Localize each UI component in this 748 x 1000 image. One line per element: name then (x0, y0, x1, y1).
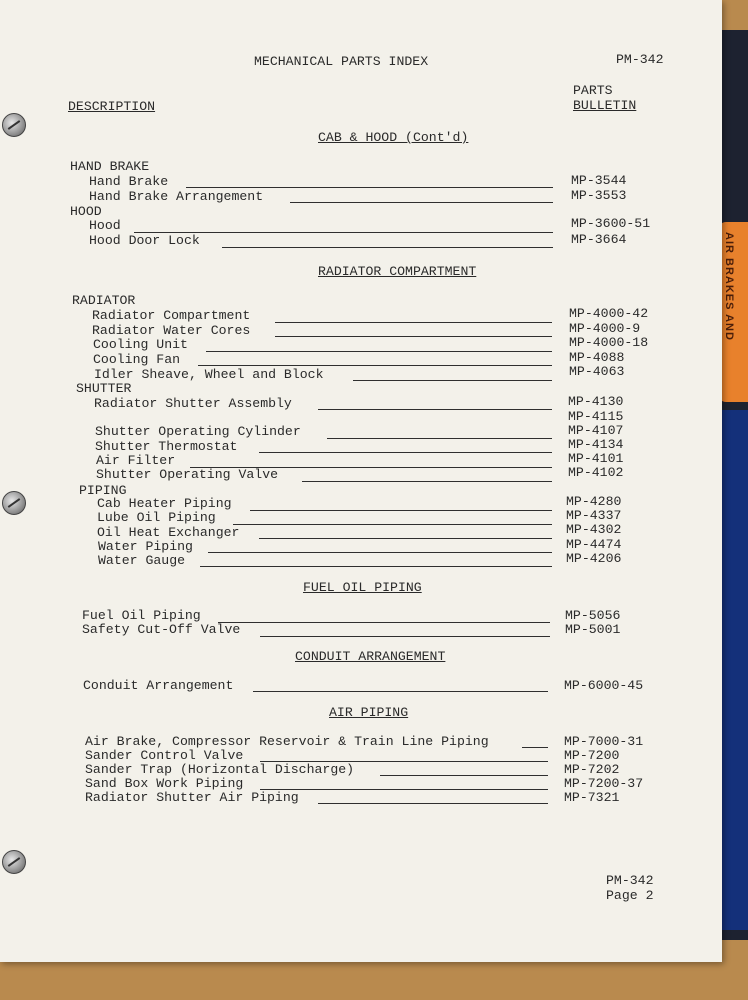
entry-bulletin: MP-4088 (569, 350, 625, 365)
entry-bulletin: MP-3600-51 (571, 216, 651, 231)
leader-line (198, 365, 552, 366)
leader-line (186, 187, 553, 188)
entry-description: Air Brake, Compressor Reservoir & Train Line Piping (85, 734, 489, 749)
entry-bulletin: MP-4000-18 (569, 335, 649, 350)
entry-bulletin: MP-4102 (568, 465, 624, 480)
group-hood: HOOD (70, 204, 102, 219)
entry-description: Shutter Operating Cylinder (95, 424, 301, 439)
entry-description: Hand Brake Arrangement (89, 189, 264, 204)
leader-line (353, 380, 552, 381)
entry-bulletin: MP-4206 (566, 551, 622, 566)
entry-bulletin: MP-4107 (568, 423, 624, 438)
column-header-bulletin: BULLETIN (573, 98, 637, 113)
entry-bulletin: MP-4115 (568, 409, 624, 424)
entry-bulletin: MP-7321 (564, 790, 620, 805)
leader-line (260, 789, 548, 790)
entry-bulletin: MP-4474 (566, 537, 622, 552)
leader-line (275, 336, 552, 337)
entry-bulletin: MP-4134 (568, 437, 624, 452)
leader-line (222, 247, 553, 248)
entry-description: Water Piping (98, 539, 193, 554)
entry-bulletin: MP-3544 (571, 173, 627, 188)
entry-description: Shutter Operating Valve (96, 467, 279, 482)
entry-description: Cooling Unit (93, 337, 188, 352)
entry-description: Safety Cut-Off Valve (82, 622, 241, 637)
section-title-air-piping: AIR PIPING (329, 705, 409, 720)
leader-line (206, 351, 552, 352)
entry-bulletin: MP-3553 (571, 188, 627, 203)
leader-line (259, 452, 552, 453)
column-header-parts: PARTS (573, 83, 613, 98)
entry-description: Hand Brake (89, 174, 169, 189)
leader-line (218, 622, 550, 623)
entry-bulletin: MP-7000-31 (564, 734, 644, 749)
leader-line (260, 636, 550, 637)
section-title-radiator-compartment: RADIATOR COMPARTMENT (318, 264, 477, 279)
entry-bulletin: MP-5001 (565, 622, 621, 637)
entry-description: Sander Trap (Horizontal Discharge) (85, 762, 355, 777)
entry-description: Cab Heater Piping (97, 496, 232, 511)
binder-ring-hole-bottom (2, 850, 26, 874)
section-title-conduit-arrangement: CONDUIT ARRANGEMENT (295, 649, 446, 664)
entry-description: Sand Box Work Piping (85, 776, 244, 791)
entry-bulletin: MP-4000-42 (569, 306, 649, 321)
leader-line (253, 691, 548, 692)
leader-line (302, 481, 552, 482)
header-code: PM-342 (616, 52, 664, 67)
entry-description: Radiator Shutter Assembly (94, 396, 292, 411)
binder-ring-hole-middle (2, 491, 26, 515)
divider-tab-air-brakes[interactable] (718, 222, 748, 402)
entry-bulletin: MP-3664 (571, 232, 627, 247)
leader-line (233, 524, 552, 525)
entry-bulletin: MP-4101 (568, 451, 624, 466)
footer-page-number: Page 2 (606, 888, 654, 903)
entry-description: Fuel Oil Piping (82, 608, 201, 623)
entry-bulletin: MP-6000-45 (564, 678, 644, 693)
group-radiator: RADIATOR (72, 293, 136, 308)
entry-description: Radiator Water Cores (92, 323, 251, 338)
entry-description: Radiator Shutter Air Piping (85, 790, 299, 805)
entry-description: Hood Door Lock (89, 233, 200, 248)
divider-tab-label: AIR BRAKES AND (723, 232, 735, 341)
leader-line (259, 538, 552, 539)
group-piping: PIPING (79, 483, 127, 498)
leader-line (318, 803, 548, 804)
entry-description: Water Gauge (98, 553, 186, 568)
entry-description: Lube Oil Piping (97, 510, 216, 525)
entry-description: Idler Sheave, Wheel and Block (94, 367, 324, 382)
entry-bulletin: MP-4130 (568, 394, 624, 409)
entry-bulletin: MP-7202 (564, 762, 620, 777)
leader-line (290, 202, 553, 203)
entry-description: Cooling Fan (93, 352, 181, 367)
leader-line (318, 409, 552, 410)
leader-line (522, 747, 548, 748)
leader-line (200, 566, 552, 567)
entry-description: Oil Heat Exchanger (97, 525, 240, 540)
group-hand-brake: HAND BRAKE (70, 159, 150, 174)
entry-description: Air Filter (96, 453, 176, 468)
entry-bulletin: MP-4000-9 (569, 321, 641, 336)
entry-bulletin: MP-5056 (565, 608, 621, 623)
leader-line (275, 322, 552, 323)
entry-bulletin: MP-7200 (564, 748, 620, 763)
entry-description: Conduit Arrangement (83, 678, 234, 693)
footer-code: PM-342 (606, 873, 654, 888)
leader-line (208, 552, 552, 553)
leader-line (250, 510, 552, 511)
entry-bulletin: MP-4063 (569, 364, 625, 379)
entry-bulletin: MP-7200-37 (564, 776, 644, 791)
entry-bulletin: MP-4280 (566, 494, 622, 509)
column-header-description: DESCRIPTION (68, 99, 156, 114)
leader-line (327, 438, 552, 439)
entry-description: Shutter Thermostat (95, 439, 238, 454)
leader-line (380, 775, 548, 776)
entry-bulletin: MP-4337 (566, 508, 622, 523)
entry-bulletin: MP-4302 (566, 522, 622, 537)
entry-description: Sander Control Valve (85, 748, 244, 763)
entry-description: Radiator Compartment (92, 308, 251, 323)
section-title-cab-hood: CAB & HOOD (Cont'd) (318, 130, 469, 145)
entry-description: Hood (89, 218, 121, 233)
group-shutter: SHUTTER (76, 381, 132, 396)
binder-ring-hole-top (2, 113, 26, 137)
section-title-fuel-oil-piping: FUEL OIL PIPING (303, 580, 422, 595)
page-title: MECHANICAL PARTS INDEX (254, 54, 429, 69)
